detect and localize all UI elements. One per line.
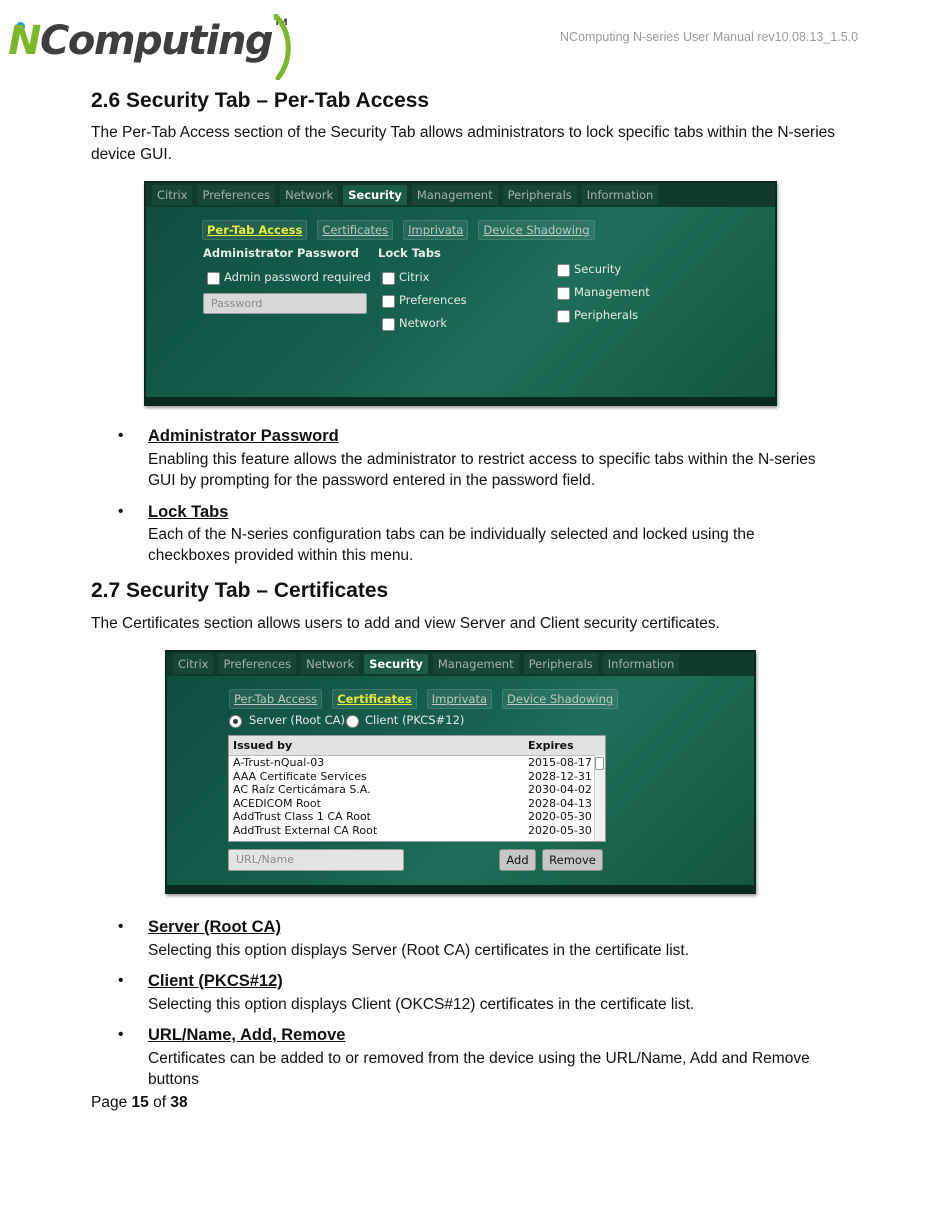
tab-peripherals[interactable]: Peripherals	[524, 654, 598, 674]
page-footer	[91, 1094, 188, 1112]
expires-column-header: Expires	[528, 739, 574, 752]
client-pkcs12-label: Client (PKCS#12)	[365, 713, 465, 727]
bullet-marker: •	[118, 503, 124, 520]
bullet-marker: •	[118, 972, 124, 989]
admin-password-heading: Administrator Password	[203, 246, 360, 260]
bullet-marker: •	[118, 427, 124, 444]
admin-password-checkbox[interactable]	[207, 272, 220, 285]
subtab-certificates[interactable]: Certificates	[317, 220, 393, 240]
certificate-list-header	[229, 736, 605, 756]
table-row[interactable]	[229, 797, 605, 811]
bullet-marker: •	[118, 918, 124, 935]
tab-citrix[interactable]: Citrix	[152, 185, 192, 205]
expires-cell: 2020-05-30	[528, 810, 592, 824]
tab-bar	[167, 652, 754, 676]
issuer-cell: AddTrust Class 1 CA Root	[233, 810, 371, 824]
issuer-cell: AC Raíz Certicámara S.A.	[233, 783, 371, 797]
subtab-device-shadowing[interactable]: Device Shadowing	[478, 220, 594, 240]
subtab-imprivata[interactable]: Imprivata	[427, 689, 492, 709]
certificates-screenshot	[165, 650, 756, 894]
manual-title: NComputing N-series User Manual rev10.08.13_1.5.0	[560, 30, 859, 44]
bullet-text-admin-password: Enabling this feature allows the administrator to restrict access to specific tabs within the N-series GUI by prompting for the password entered in the password field.	[148, 451, 816, 489]
remove-button[interactable]: Remove	[542, 849, 603, 871]
subtab-per-tab-access[interactable]: Per-Tab Access	[202, 220, 307, 240]
subtab-certificates[interactable]: Certificates	[332, 689, 417, 709]
page-word: Page	[91, 1094, 128, 1111]
subtab-imprivata[interactable]: Imprivata	[403, 220, 468, 240]
issuer-cell: A-Trust-nQual-03	[233, 756, 325, 769]
tab-security[interactable]: Security	[364, 654, 428, 674]
logo-text: NComputing ™	[8, 18, 287, 64]
lock-network-checkbox[interactable]	[382, 318, 395, 331]
subtab-bar	[202, 220, 595, 240]
tab-management[interactable]: Management	[412, 185, 498, 205]
table-row[interactable]	[229, 783, 605, 797]
expires-cell: 2020-05-30	[528, 823, 592, 837]
subtab-device-shadowing[interactable]: Device Shadowing	[502, 689, 618, 709]
lock-citrix-label: Citrix	[399, 270, 430, 284]
section-intro-2-6: The Per-Tab Access section of the Security Tab allows administrators to lock specific tabs within the N-series device GUI.	[91, 124, 836, 163]
logo-swoosh-icon	[270, 14, 300, 80]
panel-bottom-bar	[167, 885, 754, 892]
expires-cell: 2028-12-31	[528, 769, 592, 783]
tab-information[interactable]: Information	[603, 654, 680, 674]
scrollbar-thumb[interactable]	[595, 757, 604, 770]
tab-bar	[146, 183, 775, 207]
lock-preferences-label: Preferences	[399, 293, 467, 307]
password-input[interactable]: Password	[203, 293, 367, 314]
lock-security-checkbox[interactable]	[557, 264, 570, 277]
expires-cell: 2028-04-13	[528, 796, 592, 810]
tab-peripherals[interactable]: Peripherals	[503, 185, 577, 205]
bullet-title-admin-password: Administrator Password	[148, 427, 339, 445]
lock-network-label: Network	[399, 316, 448, 330]
lock-peripherals-checkbox[interactable]	[557, 310, 570, 323]
expires-cell: 2030-04-02	[528, 783, 592, 797]
add-button[interactable]: Add	[499, 849, 536, 871]
lock-tabs-heading: Lock Tabs	[378, 246, 441, 260]
tab-preferences[interactable]: Preferences	[218, 654, 296, 674]
bullet-title-server-root-ca: Server (Root CA)	[148, 918, 281, 936]
bullet-marker: •	[118, 1026, 124, 1043]
server-root-ca-radio[interactable]	[229, 715, 242, 728]
table-row[interactable]	[229, 770, 605, 784]
ncomputing-logo	[8, 14, 298, 80]
certificate-list[interactable]	[228, 735, 606, 842]
lock-management-checkbox[interactable]	[557, 287, 570, 300]
lock-security-label: Security	[574, 262, 622, 276]
subtab-bar	[229, 689, 618, 709]
tab-information[interactable]: Information	[582, 185, 659, 205]
bullet-title-url-add-remove: URL/Name, Add, Remove	[148, 1026, 346, 1044]
issuer-cell: ACEDICOM Root	[233, 796, 321, 810]
section-heading-2-7: 2.7 Security Tab – Certificates	[91, 579, 389, 602]
server-root-ca-label: Server (Root CA)	[249, 713, 345, 727]
tab-management[interactable]: Management	[433, 654, 519, 674]
panel-bottom-bar	[146, 397, 775, 404]
issued-by-column-header: Issued by	[233, 739, 293, 752]
issuer-cell: AAA Certificate Services	[233, 769, 367, 783]
bullet-text-url-add-remove: Certificates can be added to or removed from the device using the URL/Name, Add and Remove buttons	[148, 1050, 810, 1088]
bullet-text-lock-tabs: Each of the N-series configuration tabs can be individually selected and locked using the checkboxes provided within this menu.	[148, 526, 755, 564]
table-row[interactable]	[229, 824, 605, 838]
url-name-input[interactable]: URL/Name	[228, 849, 404, 871]
page-total: 38	[170, 1094, 188, 1111]
bullet-title-client-pkcs12: Client (PKCS#12)	[148, 972, 283, 990]
lock-citrix-checkbox[interactable]	[382, 272, 395, 285]
certificate-list-scrollbar[interactable]	[594, 755, 605, 841]
tab-network[interactable]: Network	[301, 654, 359, 674]
section-heading-2-6: 2.6 Security Tab – Per-Tab Access	[91, 89, 430, 112]
issuer-cell: AddTrust External CA Root	[233, 823, 378, 837]
client-pkcs12-radio[interactable]	[346, 715, 359, 728]
lock-preferences-checkbox[interactable]	[382, 295, 395, 308]
bullet-text-client-pkcs12: Selecting this option displays Client (OKCS#12) certificates in the certificate list.	[148, 996, 695, 1013]
lock-management-label: Management	[574, 285, 650, 299]
bullet-title-lock-tabs: Lock Tabs	[148, 503, 229, 521]
page-number: 15	[131, 1094, 149, 1111]
admin-password-checkbox-label: Admin password required	[224, 270, 371, 284]
section-intro-2-7: The Certificates section allows users to add and view Server and Client security certificates.	[91, 615, 720, 632]
expires-cell: 2015-08-17	[528, 756, 592, 769]
tab-citrix[interactable]: Citrix	[173, 654, 213, 674]
lock-peripherals-label: Peripherals	[574, 308, 639, 322]
bullet-text-server-root-ca: Selecting this option displays Server (Root CA) certificates in the certificate list.	[148, 942, 690, 959]
of-word: of	[153, 1094, 167, 1111]
table-row[interactable]	[229, 810, 605, 824]
subtab-per-tab-access[interactable]: Per-Tab Access	[229, 689, 322, 709]
table-row[interactable]	[229, 756, 605, 770]
tab-preferences[interactable]: Preferences	[197, 185, 275, 205]
tab-security[interactable]: Security	[343, 185, 407, 205]
per-tab-access-screenshot	[144, 181, 777, 406]
tab-network[interactable]: Network	[280, 185, 338, 205]
